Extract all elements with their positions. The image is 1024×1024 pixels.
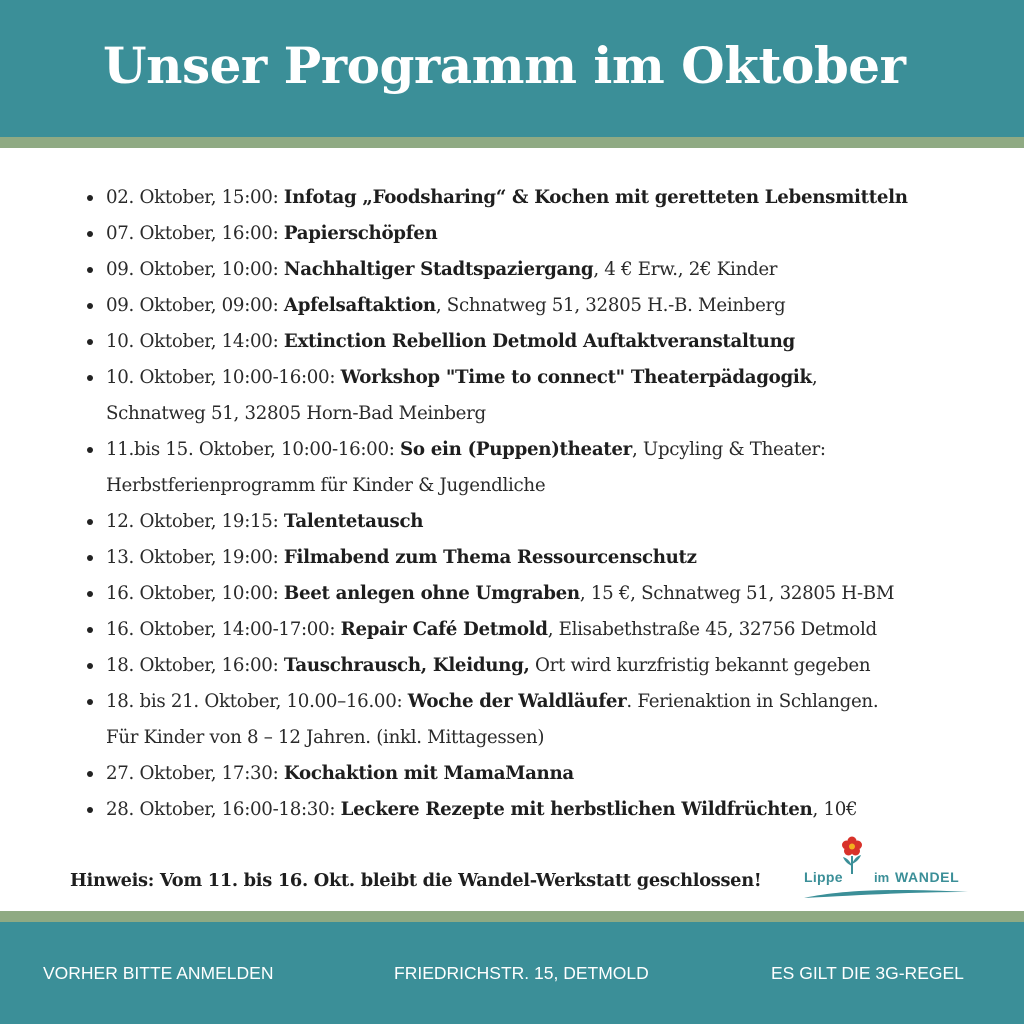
list-item — [85, 684, 985, 756]
event-details: , — [811, 367, 818, 388]
list-item — [85, 288, 985, 324]
list-item — [85, 360, 985, 432]
event-details: Ort wird kurzfristig bekannt gegeben — [529, 655, 871, 676]
event-date: 28. Oktober, 16:00-18:30: — [106, 799, 336, 820]
event-date: 02. Oktober, 15:00: — [106, 187, 279, 208]
logo-text-im: im — [874, 870, 890, 885]
event-title: Workshop "Time to connect" Theaterpädagogik — [340, 367, 812, 388]
event-list — [85, 180, 985, 828]
list-item — [85, 648, 985, 684]
footer-address: FRIEDRICHSTR. 15, DETMOLD — [394, 963, 649, 983]
divider-top — [0, 137, 1024, 148]
divider-bottom — [0, 911, 1024, 922]
list-item — [85, 612, 985, 648]
event-title: Extinction Rebellion Detmold Auftaktveranstaltung — [283, 331, 795, 352]
event-title: Nachhaltiger Stadtspaziergang — [283, 259, 594, 280]
list-item — [85, 756, 985, 792]
event-date: 18. Oktober, 16:00: — [106, 655, 279, 676]
event-date: 16. Oktober, 10:00: — [106, 583, 279, 604]
list-item — [85, 324, 985, 360]
event-date: 13. Oktober, 19:00: — [106, 547, 279, 568]
event-date: 16. Oktober, 14:00-17:00: — [106, 619, 336, 640]
list-item — [85, 252, 985, 288]
event-title: So ein (Puppen)theater — [400, 439, 632, 460]
list-item — [85, 180, 985, 216]
event-title: Apfelsaftaktion — [283, 295, 436, 316]
event-title: Beet anlegen ohne Umgraben — [283, 583, 580, 604]
event-title: Leckere Rezepte mit herbstlichen Wildfrüchten — [340, 799, 813, 820]
event-details-continued: Schnatweg 51, 32805 Horn-Bad Meinberg — [106, 403, 486, 424]
event-title: Infotag „Foodsharing“ & Kochen mit geretteten Lebensmitteln — [283, 187, 908, 208]
event-details: , Schnatweg 51, 32805 H.-B. Meinberg — [435, 295, 786, 316]
list-item — [85, 540, 985, 576]
event-title: Repair Café Detmold — [340, 619, 548, 640]
list-item — [85, 432, 985, 504]
event-title: Kochaktion mit MamaManna — [283, 763, 574, 784]
list-item — [85, 576, 985, 612]
event-date: 11.bis 15. Oktober, 10:00-16:00: — [106, 439, 395, 460]
footer-registration-note: VORHER BITTE ANMELDEN — [43, 963, 274, 983]
footer-3g-rule: ES GILT DIE 3G-REGEL — [771, 963, 964, 983]
event-date: 12. Oktober, 19:15: — [106, 511, 279, 532]
event-title: Talentetausch — [283, 511, 424, 532]
wave-icon — [802, 888, 970, 900]
footer-banner — [0, 922, 1024, 1024]
closure-notice: Hinweis: Vom 11. bis 16. Okt. bleibt die Wandel-Werkstatt geschlossen! — [70, 870, 762, 891]
list-item — [85, 216, 985, 252]
logo-text-lippe: Lippe — [804, 869, 843, 885]
event-date: 10. Oktober, 10:00-16:00: — [106, 367, 336, 388]
logo-text-wandel: WANDEL — [895, 869, 960, 885]
list-item — [85, 504, 985, 540]
event-title: Tauschrausch, Kleidung, — [283, 655, 530, 676]
list-item — [85, 792, 985, 828]
event-title: Papierschöpfen — [283, 223, 438, 244]
event-details: , 15 €, Schnatweg 51, 32805 H-BM — [579, 583, 895, 604]
event-details: , 4 € Erw., 2€ Kinder — [593, 259, 778, 280]
event-date: 07. Oktober, 16:00: — [106, 223, 279, 244]
event-details-continued: Für Kinder von 8 – 12 Jahren. (inkl. Mittagessen) — [106, 727, 545, 748]
event-details-continued: Herbstferienprogramm für Kinder & Jugendliche — [106, 475, 546, 496]
event-title: Woche der Waldläufer — [407, 691, 627, 712]
event-title: Filmabend zum Thema Ressourcenschutz — [283, 547, 697, 568]
lippe-im-wandel-logo — [802, 836, 970, 902]
event-date: 09. Oktober, 09:00: — [106, 295, 279, 316]
page-title: Unser Programm im Oktober — [103, 36, 906, 95]
event-date: 18. bis 21. Oktober, 10.00–16.00: — [106, 691, 403, 712]
event-details: , Upcyling & Theater: — [631, 439, 826, 460]
event-date: 10. Oktober, 14:00: — [106, 331, 279, 352]
event-date: 09. Oktober, 10:00: — [106, 259, 279, 280]
event-details: . Ferienaktion in Schlangen. — [626, 691, 879, 712]
event-details: , 10€ — [812, 799, 858, 820]
flower-icon — [839, 836, 865, 876]
header-banner — [0, 0, 1024, 137]
event-date: 27. Oktober, 17:30: — [106, 763, 279, 784]
event-details: , Elisabethstraße 45, 32756 Detmold — [547, 619, 877, 640]
